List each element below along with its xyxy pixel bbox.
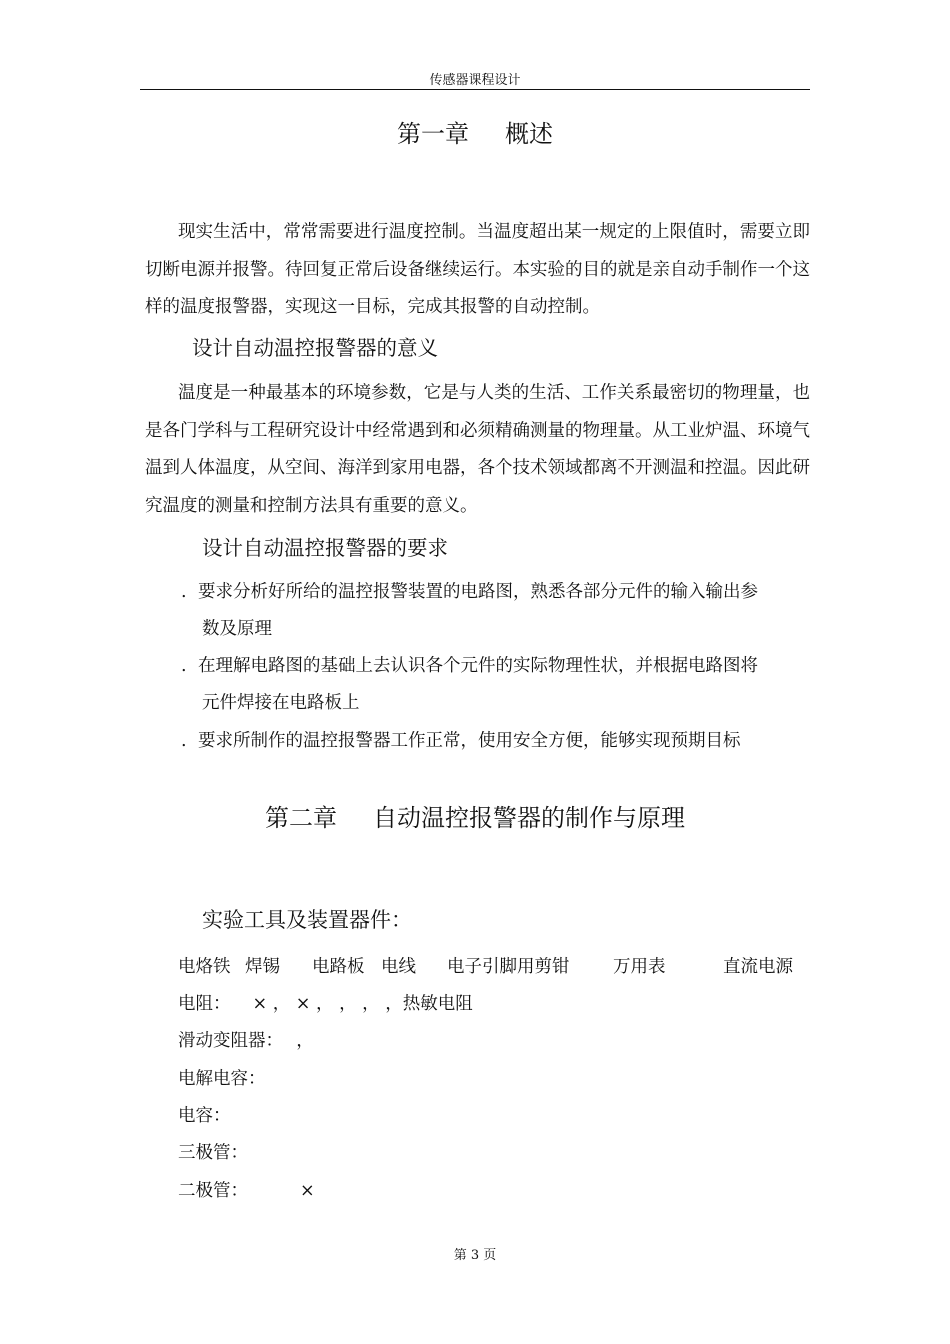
chapter-1-number: 第一章 (397, 120, 469, 148)
chapter-1-name: 概述 (505, 120, 553, 148)
chapter-2-name: 自动温控报警器的制作与原理 (373, 804, 685, 832)
section-requirements-heading: 设计自动温控报警器的要求 (202, 536, 448, 560)
tools-heading: 实验工具及装置器件： (202, 908, 412, 932)
tool-item: 直流电源 (723, 957, 793, 977)
intro-paragraph: 现实生活中，常常需要进行温度控制。当温度超出某一规定的上限值时，需要立即切断电源并报警。待回复正常后设备继续运行。本实验的目的就是亲自动手制作一个这样的温度报警器，实现这一目标，完成其报警的自动控制。 (145, 222, 810, 317)
tool-item: 电子引脚用剪钳 (447, 957, 570, 977)
material-row: 二极管： × (178, 1181, 315, 1201)
chapter-2-title (0, 802, 950, 834)
tool-item: 电烙铁 (178, 957, 231, 977)
tool-item: 电路板 (312, 957, 365, 977)
list-item: 在理解电路图的基础上去认识各个元件的实际物理性状，并根据电路图将 元件焊接在电路板上 (198, 656, 758, 713)
section-significance-paragraph: 温度是一种最基本的环境参数，它是与人类的生活、工作关系最密切的物理量，也是各门学科与工程研究设计中经常遇到和必须精确测量的物理量。从工业炉温、环境气温到人体温度，从空间、海洋到家用电器，各个技术领域都离不开测温和控温。因此研究温度的测量和控制方法具有重要的意义。 (145, 383, 810, 516)
material-row: 电容： (178, 1106, 231, 1126)
material-row: 滑动变阻器： ， (178, 1031, 314, 1051)
material-row: 电解电容： (178, 1069, 266, 1089)
material-row: 三极管： (178, 1143, 248, 1163)
tool-item: 万用表 (613, 957, 666, 977)
tool-item: 焊锡 (245, 957, 280, 977)
list-item: 要求分析好所给的温控报警装置的电路图，熟悉各部分元件的输入输出参 数及原理 (198, 582, 758, 639)
list-marker: . (181, 582, 187, 602)
section-significance-heading: 设计自动温控报警器的意义 (192, 336, 438, 360)
list-marker: . (181, 731, 187, 751)
page-number: 第 3 页 (453, 1248, 497, 1263)
header-divider (140, 89, 810, 90)
chapter-2-number: 第二章 (265, 804, 337, 832)
list-marker: . (181, 656, 187, 676)
page-header: 传感器课程设计 (429, 73, 521, 88)
material-row: 电阻： × ， × ， ， ， ，热敏电阻 (178, 994, 473, 1014)
tool-item: 电线 (381, 957, 416, 977)
chapter-1-title (0, 118, 950, 150)
list-item: 要求所制作的温控报警器工作正常，使用安全方便，能够实现预期目标 (198, 731, 741, 751)
